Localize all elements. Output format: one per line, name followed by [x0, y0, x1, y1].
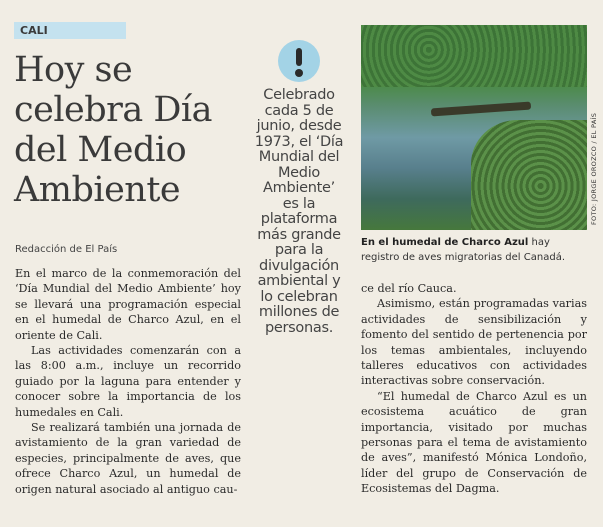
wetland-photo	[361, 25, 587, 230]
caption-bold: En el humedal de Charco Azul	[361, 237, 529, 248]
photo-caption	[361, 235, 587, 265]
paragraph: En el marco de la conmemoración del ‘Día Mundial del Medio Ambiente’ hoy se llevará una programación especial en el humedal de Charco Azul, en el oriente de Cali.	[15, 267, 241, 342]
paragraph: “El humedal de Charco Azul es un ecosistema acuático de gran importancia, visitado por muchas personas para el tema de avistamiento de aves”, manifestó Mónica Londoño, líder del grupo de Conservación de Ecosistemas del Dagma.	[361, 389, 587, 496]
sidebar-text: Celebrado cada 5 de junio, desde 1973, el ‘Día Mundial del Medio Ambiente’ es la plataforma más grande para la divulgación ambiental y lo celebran millones de personas.	[254, 87, 344, 336]
paragraph: Las actividades comenzarán con a las 8:00 a.m., incluye un recorrido guiado por la laguna para entender y conocer sobre la importancia de los humedales en Cali.	[15, 344, 241, 419]
sidebar-box	[254, 40, 344, 336]
exclamation-icon	[278, 40, 320, 82]
column-1	[15, 266, 241, 497]
caption-rest: hay registro de aves migratorias del Canadá.	[361, 237, 565, 263]
column-2	[361, 281, 587, 497]
byline: Redacción de El País	[15, 244, 118, 255]
paragraph: ce del río Cauca.	[361, 282, 457, 295]
headline: Hoy se celebra Día del Medio Ambiente	[14, 50, 212, 210]
photo-credit: FOTO: JORGE OROZCO / EL PAÍS	[590, 112, 598, 225]
section-tag: CALI	[14, 22, 126, 39]
paragraph: Asimismo, están programadas varias actividades de sensibilización y fomento del sentido de pertenencia por los temas ambientales, incluyendo talleres educativos con actividades interactivas sobre conservación.	[361, 297, 587, 388]
paragraph: Se realizará también una jornada de avistamiento de la gran variedad de especies, principalmente de aves, que ofrece Charco Azul, un humedal de origen natural asociado al antiguo cau-	[15, 421, 241, 496]
